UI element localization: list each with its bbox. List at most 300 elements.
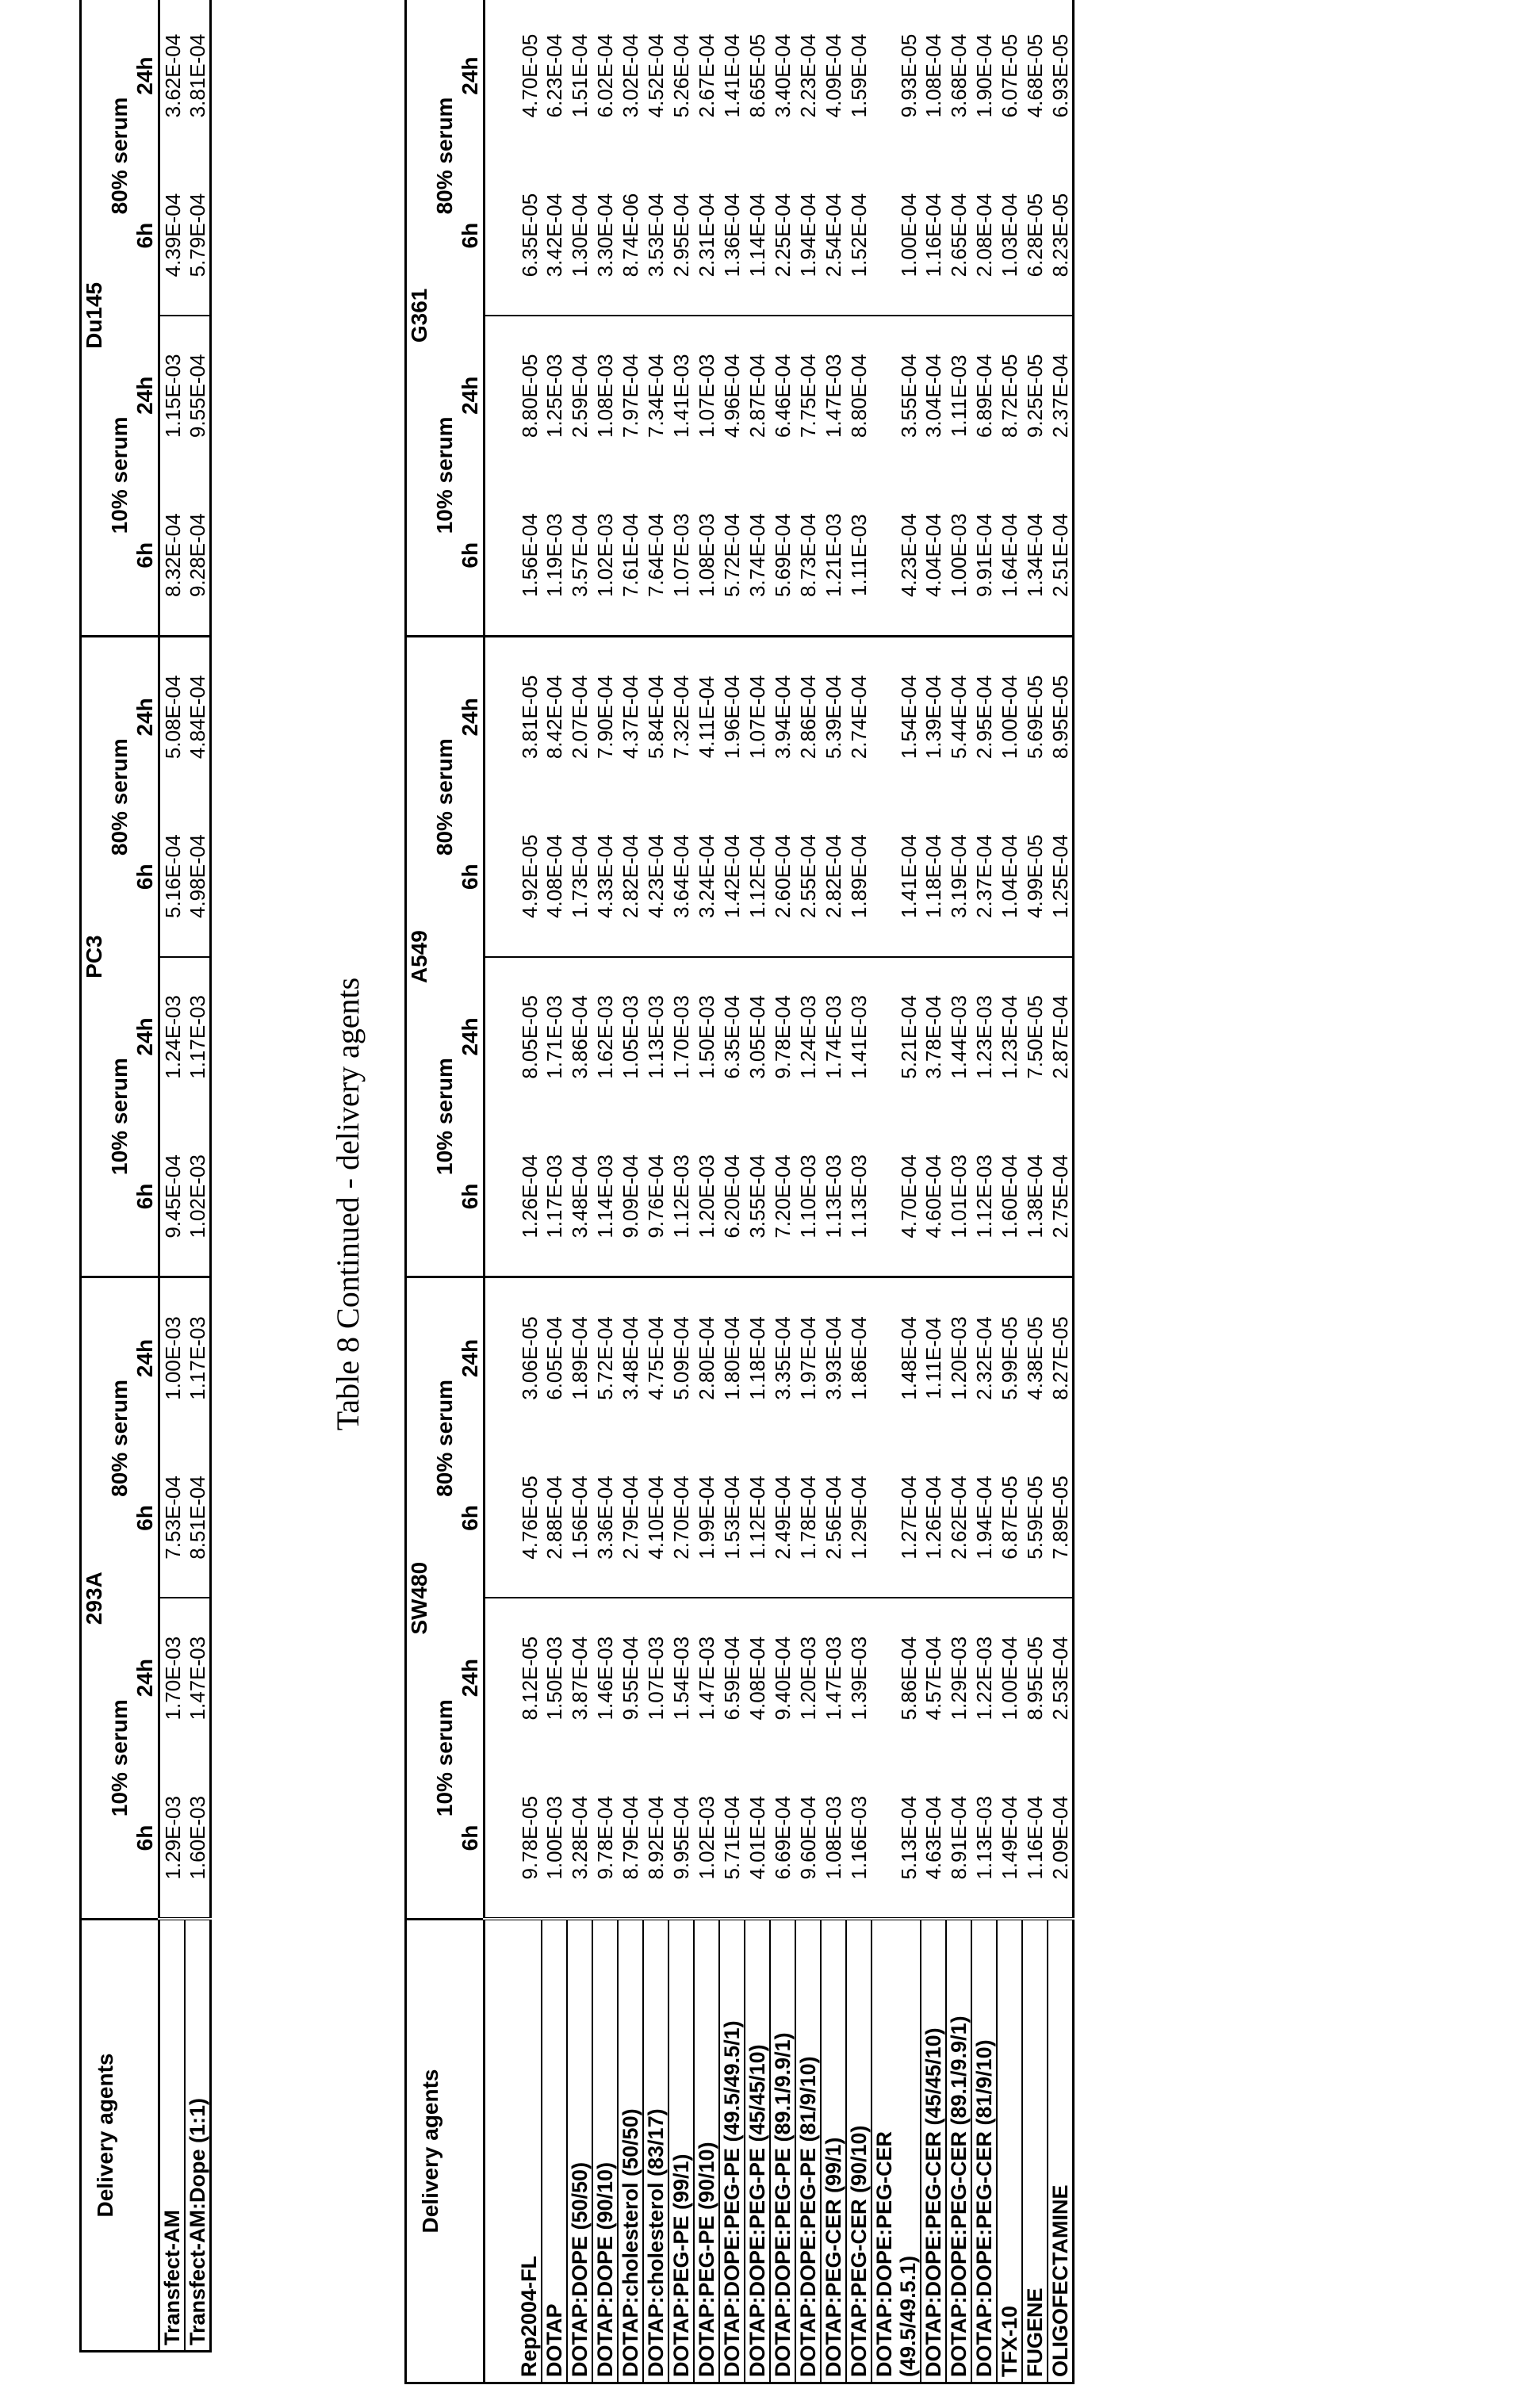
value-cell: 1.41E-03: [847, 995, 871, 1079]
time-header: 24h: [132, 1659, 157, 1698]
value-cell: 9.09E-04: [618, 1116, 643, 1277]
value-cell: 5.79E-04: [185, 155, 211, 316]
value-cell: 3.55E-04: [745, 1116, 770, 1277]
value-cell: 7.89E-05: [1048, 1438, 1074, 1598]
cell-line-header: A549: [406, 636, 433, 1277]
value-cell: 1.47E-03: [695, 1636, 718, 1721]
value-cell: 5.71E-04: [719, 1758, 745, 1919]
value-cell: 1.99E-04: [694, 1438, 719, 1598]
value-cell: 1.56E-04: [485, 476, 542, 637]
value-cell: 3.87E-04: [568, 1636, 592, 1721]
value-cell: 1.64E-04: [997, 476, 1022, 637]
value-cell: 9.93E-05: [897, 33, 921, 118]
time-header: 24h: [132, 376, 157, 415]
value-cell: 1.47E-03: [185, 1636, 209, 1721]
table-1-body: [159, 0, 211, 2352]
serum-header: 10% serum: [107, 316, 132, 636]
value-cell: 1.54E-03: [669, 1636, 693, 1721]
value-cell: 1.10E-03: [795, 1116, 821, 1277]
value-cell: 2.87E-04: [745, 354, 769, 438]
agent-name: DOTAP:DOPE:PEG-PE (45/45/10): [745, 1920, 770, 2383]
value-cell: 1.44E-03: [947, 995, 971, 1079]
value-cell: 5.08E-04: [159, 636, 186, 797]
time-header: 6h: [132, 476, 159, 637]
time-header: 24h: [458, 698, 482, 737]
value-cell: 3.19E-04: [946, 797, 971, 957]
value-cell: 1.17E-03: [185, 1316, 209, 1400]
value-cell: 8.80E-05: [485, 316, 542, 476]
value-cell: 1.47E-03: [822, 1636, 845, 1721]
table-row: [872, 0, 921, 2383]
value-cell: 1.14E-03: [592, 1116, 618, 1277]
value-cell: 5.72E-04: [719, 476, 745, 637]
value-cell: 2.49E-04: [770, 1438, 795, 1598]
value-cell: 2.67E-04: [695, 33, 718, 118]
value-cell: 5.09E-04: [669, 1316, 693, 1400]
value-cell: 6.46E-04: [771, 354, 795, 438]
agent-name: DOTAP:DOPE:PEG-CER (45/45/10): [921, 1920, 946, 2383]
value-cell: 7.97E-04: [619, 354, 642, 438]
value-cell: 7.75E-04: [796, 354, 820, 438]
value-cell: 2.87E-04: [1048, 995, 1072, 1079]
value-cell: 1.17E-03: [185, 995, 209, 1079]
value-cell: 4.70E-04: [872, 1116, 921, 1277]
value-cell: 4.23E-04: [872, 476, 921, 637]
value-cell: 1.07E-03: [644, 1636, 668, 1721]
time-header: 6h: [458, 1824, 482, 1851]
value-cell: 4.70E-05: [485, 0, 542, 155]
value-cell: 2.59E-04: [568, 354, 592, 438]
value-cell: 9.78E-05: [485, 1758, 542, 1919]
value-cell: 5.69E-04: [770, 476, 795, 637]
value-cell: 8.95E-05: [1048, 675, 1072, 760]
serum-header: 80% serum: [432, 738, 457, 856]
value-cell: 1.70E-03: [159, 1598, 186, 1758]
value-cell: 1.41E-04: [720, 33, 744, 118]
value-cell: 1.17E-03: [542, 1116, 567, 1277]
cell-line-header: 293A: [82, 1572, 106, 1625]
value-cell: 1.78E-04: [795, 1438, 821, 1598]
value-cell: 1.20E-03: [796, 1636, 820, 1721]
value-cell: 1.80E-04: [720, 1316, 744, 1400]
value-cell: 4.08E-04: [745, 1636, 769, 1721]
value-cell: 4.38E-05: [1023, 1316, 1047, 1400]
value-cell: 2.88E-04: [542, 1438, 567, 1598]
agent-name: DOTAP:DOPE:PEG-CER (49.5/49.5.1): [872, 1920, 921, 2383]
value-cell: 8.74E-06: [618, 155, 643, 316]
cell-line-header: SW480: [407, 1561, 431, 1635]
value-cell: 1.50E-03: [695, 995, 718, 1079]
value-cell: 1.08E-03: [694, 476, 719, 637]
value-cell: 1.53E-04: [719, 1438, 745, 1598]
value-cell: 8.42E-04: [542, 675, 566, 760]
value-cell: 8.23E-05: [1048, 155, 1074, 316]
value-cell: 1.02E-03: [185, 1116, 211, 1277]
value-cell: 3.40E-04: [771, 33, 795, 118]
time-header: 24h: [132, 56, 157, 95]
value-cell: 1.94E-04: [795, 155, 821, 316]
value-cell: 9.28E-04: [185, 476, 211, 637]
value-cell: 1.24E-03: [159, 957, 186, 1117]
value-cell: 3.02E-04: [619, 33, 642, 118]
value-cell: 8.32E-04: [159, 476, 186, 637]
value-cell: 2.74E-04: [847, 675, 871, 760]
value-cell: 9.40E-04: [771, 1636, 795, 1721]
value-cell: 1.16E-04: [1022, 1758, 1048, 1919]
time-header: 24h: [458, 1659, 482, 1698]
value-cell: 4.09E-04: [822, 33, 845, 118]
value-cell: 1.73E-04: [567, 797, 592, 957]
value-cell: 1.26E-04: [485, 1116, 542, 1277]
value-cell: 4.01E-04: [745, 1758, 770, 1919]
table-row: [567, 0, 592, 2383]
value-cell: 1.12E-04: [745, 797, 770, 957]
value-cell: 2.62E-04: [946, 1438, 971, 1598]
value-cell: 1.21E-03: [821, 476, 846, 637]
value-cell: 1.02E-03: [694, 1758, 719, 1919]
value-cell: 4.04E-04: [921, 476, 946, 637]
serum-header: 10% serum: [432, 1699, 457, 1817]
serum-header: 80% serum: [107, 97, 132, 215]
value-cell: 3.86E-04: [568, 995, 592, 1079]
agent-name: DOTAP:PEG-PE (99/1): [668, 1920, 694, 2383]
value-cell: 9.55E-04: [185, 354, 209, 438]
value-cell: 3.94E-04: [771, 675, 795, 760]
value-cell: 1.39E-03: [847, 1636, 871, 1721]
value-cell: 1.38E-04: [1022, 1116, 1048, 1277]
value-cell: 7.64E-04: [643, 476, 668, 637]
value-cell: 3.05E-04: [745, 995, 769, 1079]
value-cell: 1.13E-03: [644, 995, 668, 1079]
value-cell: 5.69E-05: [1023, 675, 1047, 760]
table-row: [185, 0, 211, 2352]
value-cell: 1.22E-03: [972, 1636, 996, 1721]
value-cell: 6.89E-04: [972, 354, 996, 438]
value-cell: 1.25E-04: [1048, 797, 1074, 957]
value-cell: 1.00E-04: [998, 1636, 1021, 1721]
value-cell: 3.81E-04: [185, 33, 209, 118]
value-cell: 1.71E-03: [542, 995, 566, 1079]
value-cell: 1.13E-03: [821, 1116, 846, 1277]
value-cell: 3.78E-04: [921, 995, 945, 1079]
value-cell: 2.80E-04: [695, 1316, 718, 1400]
agent-name: DOTAP:cholesterol (83/17): [643, 1920, 668, 2383]
value-cell: 8.80E-04: [847, 354, 871, 438]
value-cell: 1.00E-04: [872, 155, 921, 316]
value-cell: 7.90E-04: [593, 675, 617, 760]
value-cell: 2.54E-04: [821, 155, 846, 316]
value-cell: 1.29E-03: [159, 1758, 186, 1919]
value-cell: 6.87E-05: [997, 1438, 1022, 1598]
value-cell: 6.02E-04: [593, 33, 617, 118]
value-cell: 3.30E-04: [592, 155, 618, 316]
value-cell: 7.61E-04: [618, 476, 643, 637]
value-cell: 8.12E-05: [485, 1598, 542, 1758]
value-cell: 8.73E-04: [795, 476, 821, 637]
table-row: [159, 0, 186, 2352]
table-row: [668, 0, 694, 2383]
value-cell: 3.68E-04: [947, 33, 971, 118]
value-cell: 1.00E-04: [998, 675, 1021, 760]
value-cell: 3.64E-04: [668, 797, 694, 957]
value-cell: 4.52E-04: [644, 33, 668, 118]
value-cell: 2.37E-04: [971, 797, 997, 957]
agent-name: TFX-10: [997, 1920, 1022, 2383]
value-cell: 8.91E-04: [946, 1758, 971, 1919]
value-cell: 2.95E-04: [668, 155, 694, 316]
value-cell: 6.07E-05: [998, 33, 1021, 118]
value-cell: 4.68E-05: [1023, 33, 1047, 118]
value-cell: 2.79E-04: [618, 1438, 643, 1598]
time-header: 6h: [458, 1505, 482, 1531]
value-cell: 4.33E-04: [592, 797, 618, 957]
value-cell: 9.78E-04: [771, 995, 795, 1079]
value-cell: 1.48E-04: [897, 1316, 921, 1400]
value-cell: 1.07E-03: [668, 476, 694, 637]
value-cell: 7.32E-04: [669, 675, 693, 760]
value-cell: 2.07E-04: [568, 675, 592, 760]
value-cell: 2.32E-04: [972, 1316, 996, 1400]
value-cell: 1.41E-03: [669, 354, 693, 438]
table-row: [770, 0, 795, 2383]
value-cell: 1.94E-04: [971, 1438, 997, 1598]
value-cell: 1.00E-03: [542, 1758, 567, 1919]
value-cell: 2.86E-04: [796, 675, 820, 760]
value-cell: 8.72E-05: [998, 354, 1021, 438]
value-cell: 1.20E-03: [694, 1116, 719, 1277]
value-cell: 1.62E-03: [593, 995, 617, 1079]
value-cell: 1.41E-04: [872, 797, 921, 957]
value-cell: 9.60E-04: [795, 1758, 821, 1919]
value-cell: 1.60E-03: [185, 1758, 211, 1919]
value-cell: 3.57E-04: [567, 476, 592, 637]
value-cell: 3.28E-04: [567, 1758, 592, 1919]
value-cell: 2.75E-04: [1048, 1116, 1074, 1277]
table-row: [846, 0, 872, 2383]
table-row: [971, 0, 997, 2383]
value-cell: 4.99E-05: [1022, 797, 1048, 957]
table-row: [1048, 0, 1074, 2383]
value-cell: 2.60E-04: [770, 797, 795, 957]
table-row: [542, 0, 567, 2383]
value-cell: 2.09E-04: [1048, 1758, 1074, 1919]
time-header: 6h: [132, 222, 157, 249]
value-cell: 1.23E-04: [998, 995, 1021, 1079]
value-cell: 1.20E-03: [947, 1316, 971, 1400]
value-cell: 8.05E-05: [485, 957, 542, 1117]
time-header: 6h: [132, 1824, 157, 1851]
value-cell: 1.15E-03: [159, 316, 186, 476]
serum-header: 80% serum: [432, 1379, 457, 1497]
value-cell: 4.76E-05: [485, 1438, 542, 1598]
agent-name: Transfect-AM: [159, 1920, 186, 2352]
value-cell: 2.31E-04: [694, 155, 719, 316]
value-cell: 3.93E-04: [822, 1316, 845, 1400]
value-cell: 1.12E-04: [745, 1438, 770, 1598]
value-cell: 3.74E-04: [745, 476, 770, 637]
value-cell: 9.25E-05: [1023, 354, 1047, 438]
value-cell: 3.24E-04: [694, 797, 719, 957]
value-cell: 7.20E-04: [770, 1116, 795, 1277]
value-cell: 1.00E-03: [159, 1277, 186, 1438]
value-cell: 1.74E-03: [822, 995, 845, 1079]
serum-header: 10% serum: [107, 1699, 132, 1817]
value-cell: 8.95E-05: [1023, 1636, 1047, 1721]
agent-name: DOTAP:DOPE:PEG-PE (89.1/9.9/1): [770, 1920, 795, 2383]
time-header: 24h: [458, 1017, 482, 1056]
table-row: [745, 0, 770, 2383]
value-cell: 3.62E-04: [159, 0, 186, 155]
value-cell: 1.02E-03: [592, 476, 618, 637]
value-cell: 2.82E-04: [618, 797, 643, 957]
value-cell: 1.13E-03: [846, 1116, 872, 1277]
agents-column-header: Delivery agents: [406, 1920, 485, 2383]
value-cell: 5.44E-04: [947, 675, 971, 760]
value-cell: 7.50E-05: [1023, 995, 1047, 1079]
table-row: [946, 0, 971, 2383]
value-cell: 1.47E-03: [822, 354, 845, 438]
agent-name: DOTAP:PEG-PE (90/10): [694, 1920, 719, 2383]
value-cell: 4.84E-04: [185, 675, 209, 760]
table-row: [1022, 0, 1048, 2383]
value-cell: 1.56E-04: [567, 1438, 592, 1598]
value-cell: 1.46E-03: [593, 1636, 617, 1721]
value-cell: 4.96E-04: [720, 354, 744, 438]
value-cell: 1.34E-04: [1022, 476, 1048, 637]
value-cell: 8.65E-05: [745, 33, 769, 118]
value-cell: 8.51E-04: [185, 1438, 211, 1598]
delivery-agents-table-2: [404, 0, 1075, 2384]
table-row: [821, 0, 846, 2383]
value-cell: 6.35E-04: [720, 995, 744, 1079]
value-cell: 2.56E-04: [821, 1438, 846, 1598]
value-cell: 5.86E-04: [897, 1636, 921, 1721]
value-cell: 2.51E-04: [1048, 476, 1074, 637]
agent-name: Rep2004-FL: [485, 1920, 542, 2383]
value-cell: 8.79E-04: [618, 1758, 643, 1919]
value-cell: 3.42E-04: [542, 155, 567, 316]
value-cell: 9.95E-04: [668, 1758, 694, 1919]
value-cell: 1.42E-04: [719, 797, 745, 957]
value-cell: 1.19E-03: [542, 476, 567, 637]
value-cell: 1.14E-04: [745, 155, 770, 316]
value-cell: 4.57E-04: [921, 1636, 945, 1721]
value-cell: 5.16E-04: [159, 797, 186, 957]
value-cell: 1.05E-03: [619, 995, 642, 1079]
time-header: 6h: [458, 863, 482, 890]
time-header: 24h: [458, 376, 482, 415]
value-cell: 5.84E-04: [644, 675, 668, 760]
value-cell: 1.11E-04: [921, 1317, 945, 1399]
value-cell: 1.97E-04: [796, 1316, 820, 1400]
agent-name: DOTAP:DOPE (90/10): [592, 1920, 618, 2383]
value-cell: 1.30E-04: [567, 155, 592, 316]
serum-header: 10% serum: [432, 957, 458, 1277]
time-header: 6h: [132, 1116, 159, 1277]
value-cell: 1.51E-04: [568, 33, 592, 118]
value-cell: 1.16E-03: [846, 1758, 872, 1919]
agent-name: Transfect-AM:Dope (1:1): [185, 1920, 211, 2352]
value-cell: 1.29E-03: [947, 1636, 971, 1721]
value-cell: 4.98E-04: [185, 797, 211, 957]
value-cell: 4.11E-04: [695, 676, 718, 759]
value-cell: 1.50E-03: [542, 1636, 566, 1721]
value-cell: 4.92E-05: [485, 797, 542, 957]
value-cell: 5.13E-04: [872, 1758, 921, 1919]
value-cell: 5.39E-04: [822, 675, 845, 760]
time-header: 6h: [458, 476, 485, 637]
value-cell: 1.07E-03: [695, 354, 718, 438]
table-row: [592, 0, 618, 2383]
value-cell: 1.70E-03: [669, 995, 693, 1079]
value-cell: 9.78E-04: [592, 1758, 618, 1919]
table-caption: Table 8 Continued - delivery agents: [330, 977, 366, 1431]
table-row: [618, 0, 643, 2383]
value-cell: 5.59E-05: [1022, 1438, 1048, 1598]
value-cell: 1.18E-04: [921, 797, 946, 957]
time-header: 6h: [132, 1505, 157, 1531]
value-cell: 3.53E-04: [643, 155, 668, 316]
agent-name: DOTAP:DOPE:PEG-CER (81/9/10): [971, 1920, 997, 2383]
value-cell: 6.05E-04: [542, 1316, 566, 1400]
value-cell: 6.69E-04: [770, 1758, 795, 1919]
value-cell: 8.27E-05: [1048, 1316, 1072, 1400]
agent-name: DOTAP:DOPE:PEG-PE (81/9/10): [795, 1920, 821, 2383]
value-cell: 6.93E-05: [1048, 33, 1072, 118]
table-row: [997, 0, 1022, 2383]
serum-header: 10% serum: [107, 957, 132, 1277]
delivery-agents-table-1: [79, 0, 212, 2352]
value-cell: 2.55E-04: [795, 797, 821, 957]
value-cell: 2.23E-04: [796, 33, 820, 118]
cell-line-header: PC3: [81, 636, 108, 1277]
value-cell: 3.55E-04: [897, 354, 921, 438]
value-cell: 1.54E-04: [897, 675, 921, 760]
value-cell: 2.25E-04: [770, 155, 795, 316]
value-cell: 3.36E-04: [592, 1438, 618, 1598]
value-cell: 1.03E-04: [997, 155, 1022, 316]
value-cell: 7.53E-04: [159, 1438, 186, 1598]
value-cell: 1.12E-03: [971, 1116, 997, 1277]
value-cell: 1.00E-03: [946, 476, 971, 637]
value-cell: 4.63E-04: [921, 1758, 946, 1919]
time-header: 24h: [132, 1017, 157, 1056]
time-header: 24h: [132, 698, 157, 737]
value-cell: 1.26E-04: [921, 1438, 946, 1598]
value-cell: 1.12E-03: [668, 1116, 694, 1277]
serum-header: 80% serum: [107, 1379, 132, 1497]
value-cell: 1.01E-03: [946, 1116, 971, 1277]
value-cell: 5.99E-05: [998, 1316, 1021, 1400]
value-cell: 7.34E-04: [644, 354, 668, 438]
table-row: [795, 0, 821, 2383]
value-cell: 1.49E-04: [997, 1758, 1022, 1919]
agents-column-header: Delivery agents: [81, 1920, 159, 2352]
table-2-body: [485, 0, 1074, 2383]
table-row: [719, 0, 745, 2383]
value-cell: 4.60E-04: [921, 1116, 946, 1277]
time-header: 24h: [458, 1338, 482, 1378]
time-header: 6h: [458, 1116, 485, 1277]
value-cell: 3.35E-04: [771, 1316, 795, 1400]
value-cell: 5.26E-04: [669, 33, 693, 118]
value-cell: 1.39E-04: [921, 675, 945, 760]
time-header: 24h: [132, 1338, 157, 1378]
value-cell: 3.48E-04: [619, 1316, 642, 1400]
value-cell: 1.18E-04: [745, 1316, 769, 1400]
agent-name: DOTAP:PEG-CER (99/1): [821, 1920, 846, 2383]
value-cell: 3.06E-05: [485, 1277, 542, 1438]
